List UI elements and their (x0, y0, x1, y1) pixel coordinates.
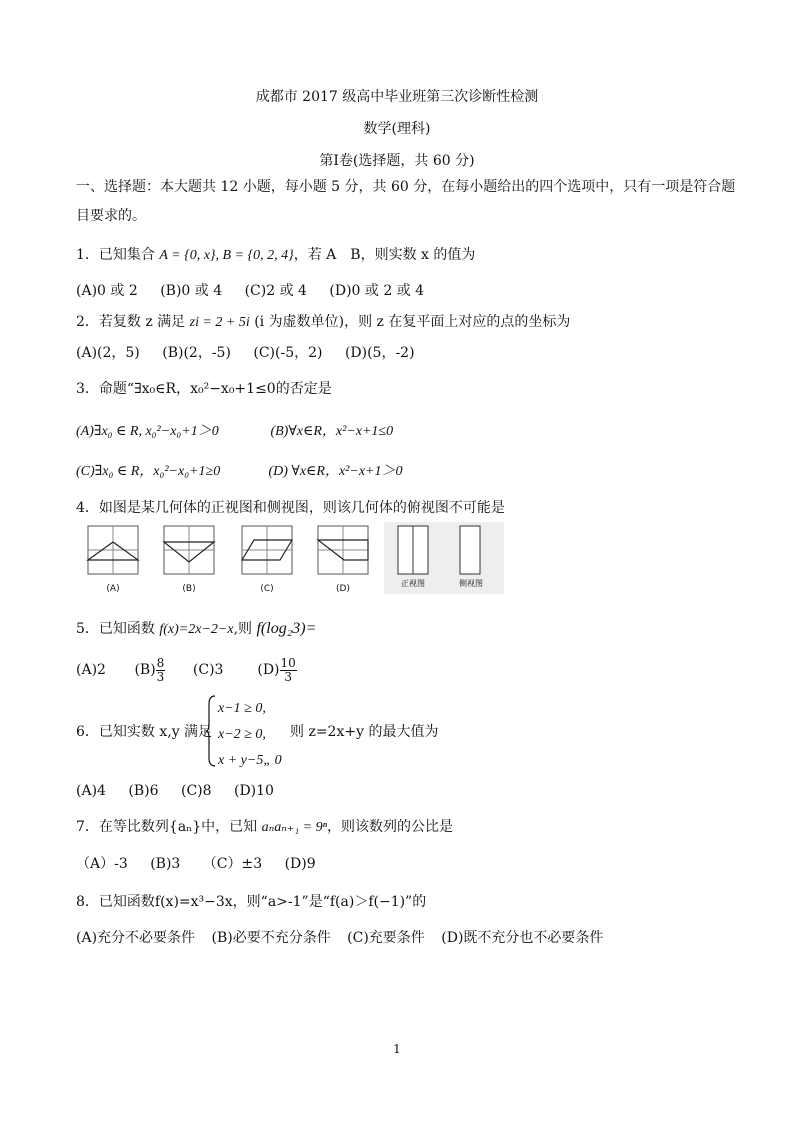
front-view-label: 正视图 (401, 579, 425, 588)
q2-option-d: (D)(5，-2) (344, 345, 415, 361)
q5-math: f(x)=2x−2−x (159, 622, 234, 637)
q7-option-a: （A）-3 (76, 856, 128, 872)
option-b-diagram (160, 522, 218, 578)
section-title: 第Ⅰ卷(选择题，共 60 分) (319, 153, 475, 169)
q2-option-c: (C)(-5，2) (253, 345, 323, 361)
question-5 (76, 620, 316, 639)
q5-math-2: f(log₂3)= (256, 620, 317, 637)
q8-option-a: (A)充分不必要条件 (76, 930, 196, 946)
q1-option-a: (A)0 或 2 (76, 283, 138, 299)
q5-option-d-den: 3 (284, 669, 292, 684)
question-4: 4．如图是某几何体的正视图和侧视图，则该几何体的俯视图不可能是 (76, 500, 505, 516)
q1-option-b: (B)0 或 4 (160, 283, 223, 299)
question-8: 8．已知函数f(x)=x³−3x，则“a>-1”是“f(a)＞f(−1)”的 (76, 894, 427, 910)
q1-stem-b: ，若 A B，则实数 x 的值为 (293, 247, 476, 263)
q7-stem-b: ，则该数列的公比是 (327, 819, 454, 835)
q2-options (76, 344, 433, 362)
option-d-diagram (314, 522, 372, 578)
instructions: 一、选择题：本大题共 12 小题，每小题 5 分，共 60 分，在每小题给出的四个选项中，只有一项是符合题目要求的。 (76, 179, 736, 224)
q2-math: zi = 2 + 5i (189, 315, 250, 330)
q5-option-d-num: 10 (280, 655, 296, 670)
q5-option-d-fraction (280, 657, 297, 684)
option-a-label: (A) (106, 584, 120, 594)
q2-option-a: (A)(2，5) (76, 345, 140, 361)
q5-stem-a: 5．已知函数 (76, 621, 160, 637)
question-6 (76, 723, 212, 741)
option-c-label: (C) (260, 584, 274, 594)
q6-option-b: (B)6 (128, 783, 159, 799)
q1-option-c: (C)2 或 4 (244, 283, 307, 299)
q6-constraints (218, 696, 282, 774)
q6-constraint-1: x−1 ≥ 0, (218, 701, 266, 716)
q6-option-d: (D)10 (233, 783, 274, 799)
q8-option-d: (D)既不充分也不必要条件 (441, 930, 604, 946)
q5-option-d-prefix: (D) (257, 662, 280, 678)
q1-math: A = {0, x}, B = {0, 2, 4} (159, 248, 294, 263)
q5-stem-b: ,则 (233, 621, 257, 637)
q2-stem-a: 2．若复数 z 满足 (76, 314, 190, 330)
q6-constraint-2: x−2 ≥ 0, (218, 727, 266, 742)
q5-option-b-den: 3 (156, 669, 165, 684)
q7-math: aₙaₙ₊₁ = 9ⁿ (261, 820, 328, 835)
option-c-diagram (238, 522, 296, 578)
q6-stem-a: 6．已知实数 x,y 满足 (76, 724, 213, 740)
q5-option-b-fraction (156, 657, 166, 684)
q8-options (76, 929, 621, 947)
q8-option-b: (B)必要不充分条件 (211, 930, 331, 946)
q3-option-c: (C)∃x₀ ∈ R，x₀²−x₀+1≥0 (76, 464, 221, 479)
q6-stem-b: 则 z=2x+y 的最大值为 (290, 724, 439, 740)
q7-options (76, 855, 334, 873)
q3-option-b: (B)∀x∈R，x²−x+1≤0 (270, 424, 394, 439)
question-3: 3．命题“∃x₀∈R，x₀²−x₀+1≤0的否定是 (76, 381, 332, 397)
q7-option-c: （C）±3 (202, 856, 263, 872)
q1-options (76, 282, 442, 300)
option-d-label: (D) (336, 584, 350, 594)
q6-option-a: (A)4 (76, 783, 106, 799)
q2-stem-b: (i 为虚数单位)，则 z 在复平面上对应的点的坐标为 (249, 314, 571, 330)
q5-option-b-num: 8 (156, 655, 165, 670)
q7-stem-a: 7．在等比数列{aₙ}中，已知 (76, 819, 262, 835)
q3-option-d: (D) ∀x∈R，x²−x+1＞0 (268, 464, 403, 479)
option-b-label: (B) (182, 584, 196, 594)
q6-brace (206, 694, 216, 768)
q5-option-d (257, 655, 296, 684)
exam-subject: 数学(理科) (363, 121, 431, 137)
question-7 (76, 818, 453, 837)
option-a-diagram (84, 522, 142, 578)
front-side-views (384, 522, 504, 594)
q6-option-c: (C)8 (180, 783, 212, 799)
q5-option-a: (A)2 (76, 662, 106, 678)
q5-option-b-prefix: (B) (134, 662, 156, 678)
q6-options (76, 782, 292, 800)
exam-title: 成都市 2017 级高中毕业班第三次诊断性检测 (255, 89, 539, 105)
q5-option-b (134, 656, 188, 684)
q6-constraint-3: x + y−5„ 0 (218, 753, 282, 768)
q8-option-c: (C)充要条件 (347, 930, 425, 946)
q7-option-b: (B)3 (150, 856, 181, 872)
q2-option-b: (B)(2，-5) (162, 345, 231, 361)
question-2 (76, 313, 570, 332)
side-view-label: 侧视图 (459, 579, 483, 588)
q3-options-row2 (76, 462, 403, 481)
q3-options-row1 (76, 422, 393, 441)
q1-option-d: (D)0 或 2 或 4 (329, 283, 425, 299)
page-number: 1 (393, 1042, 401, 1056)
q3-option-a: (A)∃x₀ ∈ R, x₀²−x₀+1＞0 (76, 424, 219, 439)
q5-options (76, 656, 297, 684)
q1-stem-a: 1．已知集合 (76, 247, 160, 263)
question-1 (76, 246, 475, 265)
q7-option-d: (D)9 (284, 856, 316, 872)
q5-option-c: (C)3 (192, 662, 224, 678)
